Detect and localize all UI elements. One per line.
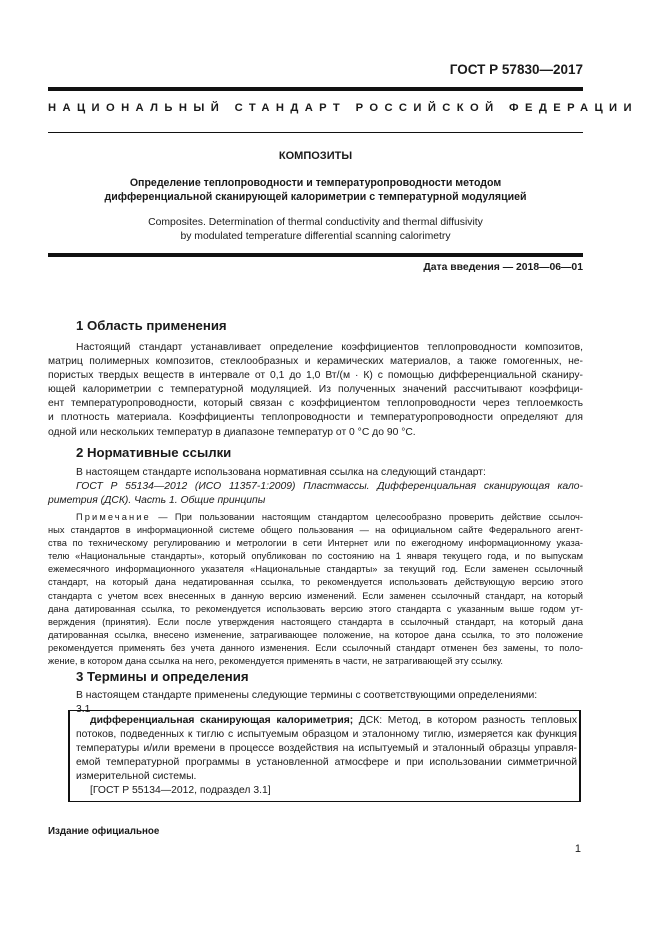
banner-thin-rule: [48, 132, 583, 133]
note-line: жение, в котором дана ссылка на него, рекомендуется применять в части, не затрагивающей эту ссылку.: [48, 656, 504, 667]
text-line: ющей калориметрии с температурной модуляцией. Из полученных значений рассчитывают коэффици-: [48, 384, 583, 396]
text-line: матриц полимерных композитов, стеклообразных и керамических материалов, а также гомогенных, не-: [48, 356, 583, 368]
term-name: дифференциальная сканирующая калориметрия;: [90, 715, 354, 726]
term-line: емой температурной программы в установленной атмосфере и при использовании симметричной: [76, 757, 577, 769]
note-first-line: [48, 511, 583, 524]
text-line: пористых твердых веществ в интервале от 0,1 до 1,0 Вт/(м · К) с помощью дифференциальной сканиру-: [48, 370, 583, 382]
section-2-body: [48, 466, 583, 508]
introduction-date: Дата введения — 2018—06—01: [423, 262, 583, 273]
term-number: 3.1: [76, 704, 91, 716]
note-label: Примечание: [76, 512, 151, 522]
title-bottom-rule: [48, 253, 583, 257]
term-line: измерительной системы.: [76, 771, 197, 783]
text-line: и плотность материала. Коэффициенты теплопроводности и температуропроводности определяют для: [48, 412, 583, 424]
section-2-heading: 2 Нормативные ссылки: [76, 445, 232, 460]
term-definition-start: ДСК: Метод, в котором разность тепловых: [353, 715, 577, 726]
note-line: телю «Национальные стандарты», который опубликован по состоянию на 1 января текущего года, и по выпускам: [48, 551, 583, 562]
term-definition: [76, 714, 577, 799]
note-line: рекомендуется применять без учета данного изменения. Если ссылочный стандарт отменен без замены, то поло-: [48, 642, 583, 653]
page-number: 1: [574, 843, 581, 855]
national-standard-banner: НАЦИОНАЛЬНЫЙ СТАНДАРТ РОССИЙСКОЙ ФЕДЕРАЦИИ: [48, 102, 638, 114]
note-line: ства по техническому регулированию и метрологии в сети Интернет или по ежегодному информационному указа-: [48, 538, 583, 549]
section-2-note: [48, 511, 583, 668]
section-3-heading: 3 Термины и определения: [76, 669, 249, 684]
section-1-body: [48, 341, 583, 440]
note-line: дана датированная ссылка, то рекомендуется использовать версию этого стандарта с указанным выше годом ут-: [48, 603, 583, 614]
normative-reference-line: риметрия (ДСК). Часть 1. Общие принципы: [48, 495, 266, 507]
note-line: стандарта с учетом всех внесенных в данную версию изменений. Если заменен ссылочный стандарт, на который: [48, 590, 583, 601]
official-edition-label: Издание официальное: [48, 826, 160, 837]
russian-title-line: Определение теплопроводности и температуропроводности методом: [129, 177, 502, 189]
term-first-line: [76, 714, 577, 728]
note-line: ежемесячного информационного указателя «Национальные стандарты» за текущий год. Если заменен ссылочный: [48, 564, 583, 575]
note-line: стандарт, на который дана недатированная ссылка, то рекомендуется использовать действующую версию этого: [48, 577, 583, 588]
russian-title: [48, 177, 583, 204]
top-thick-rule: [48, 87, 583, 91]
normative-reference-line: ГОСТ Р 55134—2012 (ИСО 11357-1:2009) Пластмассы. Дифференциальная сканирующая кало-: [76, 481, 583, 493]
document-code: ГОСТ Р 57830—2017: [449, 62, 583, 77]
english-title-line: by modulated temperature differential scanning calorimetry: [180, 230, 451, 242]
russian-title-line: дифференциальной сканирующей калориметрии с температурной модуляцией: [104, 190, 527, 203]
note-line: верждения (принятия). Если после утверждения настоящего стандарта в ссылочный стандарт, на который дана: [48, 616, 583, 627]
text-line: ент температуропроводности, который связан с коэффициентом теплопроводности через теплоемкость: [48, 398, 583, 410]
text-line: В настоящем стандарте применены следующие термины с соответствующими определениями:: [76, 690, 538, 701]
note-first-text: — При пользовании настоящим стандартом целесообразно проверить действие ссылоч-: [150, 512, 583, 522]
note-line: ных стандартов в информационной системе общего пользования — на официальном сайте Федерального агент-: [48, 525, 583, 536]
section-1-heading: 1 Область применения: [76, 318, 227, 333]
subject-heading: КОМПОЗИТЫ: [278, 150, 353, 162]
note-line: датированная ссылка, внесено изменение, затрагивающее положение, на которое дана ссылка, то это положение: [48, 629, 583, 640]
text-line: В настоящем стандарте использована нормативная ссылка на следующий стандарт:: [76, 467, 486, 478]
text-line: одной или нескольких температур в диапазоне температур от 0 °С до 90 °С.: [48, 426, 416, 438]
term-line: температуры и/или времени в процессе воздействия на испытуемый и эталонный образцы управля-: [76, 743, 577, 755]
english-title: [48, 216, 583, 243]
term-line: потоков, подведенных к тиглю с испытуемым образцом и эталонному тиглю, измеряется как функция: [76, 729, 577, 741]
term-source: [ГОСТ Р 55134—2012, подраздел 3.1]: [90, 785, 271, 797]
text-line: Настоящий стандарт устанавливает определение коэффициентов теплопроводности композитов,: [76, 342, 583, 353]
english-title-line: Composites. Determination of thermal conductivity and thermal diffusivity: [148, 217, 483, 228]
